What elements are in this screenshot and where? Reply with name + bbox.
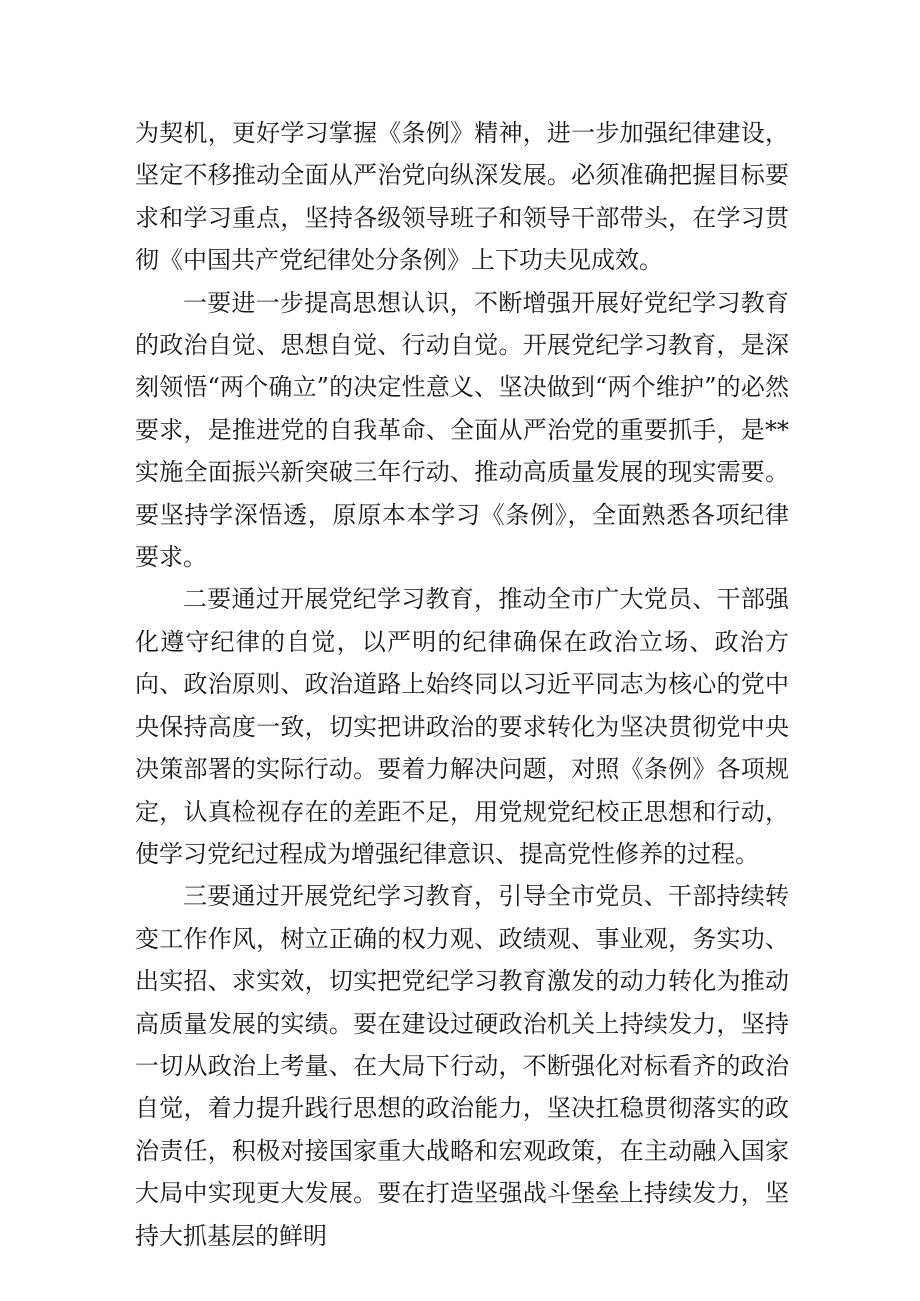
paragraph-second-requirement: 二要通过开展党纪学习教育，推动全市广大党员、干部强化遵守纪律的自觉，以严明的纪律确保在政治立场、政治方向、政治原则、政治道路上始终同以习近平同志为核心的党中央保持高度一致，切实把讲政治的要求转化为坚决贯彻党中央决策部署的实际行动。要着力解决问题，对照《条例》各项规定，认真检视存在的差距不足，用党规党纪校正思想和行动，使学习党纪过程成为增强纪律意识、提高党性修养的过程。 — [135, 585, 789, 868]
paragraph-third-requirement: 三要通过开展党纪学习教育，引导全市党员、干部持续转变工作作风，树立正确的权力观、政绩观、事业观，务实功、出实招、求实效，切实把党纪学习教育激发的动力转化为推动高质量发展的实绩。要在建设过硬政治机关上持续发力，坚持一切从政治上考量、在大局下行动，不断强化对标看齐的政治自觉，着力提升践行思想的政治能力，坚决扛稳贯彻落实的政治责任，积极对接国家重大战略和宏观政策，在主动融入国家大局中实现更大发展。要在打造坚强战斗堡垒上持续发力，坚持大抓基层的鲜明 — [135, 882, 789, 1250]
paragraph-continuation: 为契机，更好学习掌握《条例》精神，进一步加强纪律建设，坚定不移推动全面从严治党向纵深发展。必须准确把握目标要求和学习重点，坚持各级领导班子和领导干部带头，在学习贯彻《中国共产党纪律处分条例》上下功夫见成效。 — [135, 119, 789, 275]
paragraph-first-requirement: 一要进一步提高思想认识，不断增强开展好党纪学习教育的政治自觉、思想自觉、行动自觉。开展党纪学习教育，是深刻领悟“两个确立”的决定性意义、坚决做到“两个维护”的必然要求，是推进党的自我革命、全面从严治党的重要抓手，是**实施全面振兴新突破三年行动、推动高质量发展的现实需要。要坚持学深悟透，原原本本学习《条例》，全面熟悉各项纪律要求。 — [135, 288, 789, 572]
document-body — [135, 112, 789, 1257]
